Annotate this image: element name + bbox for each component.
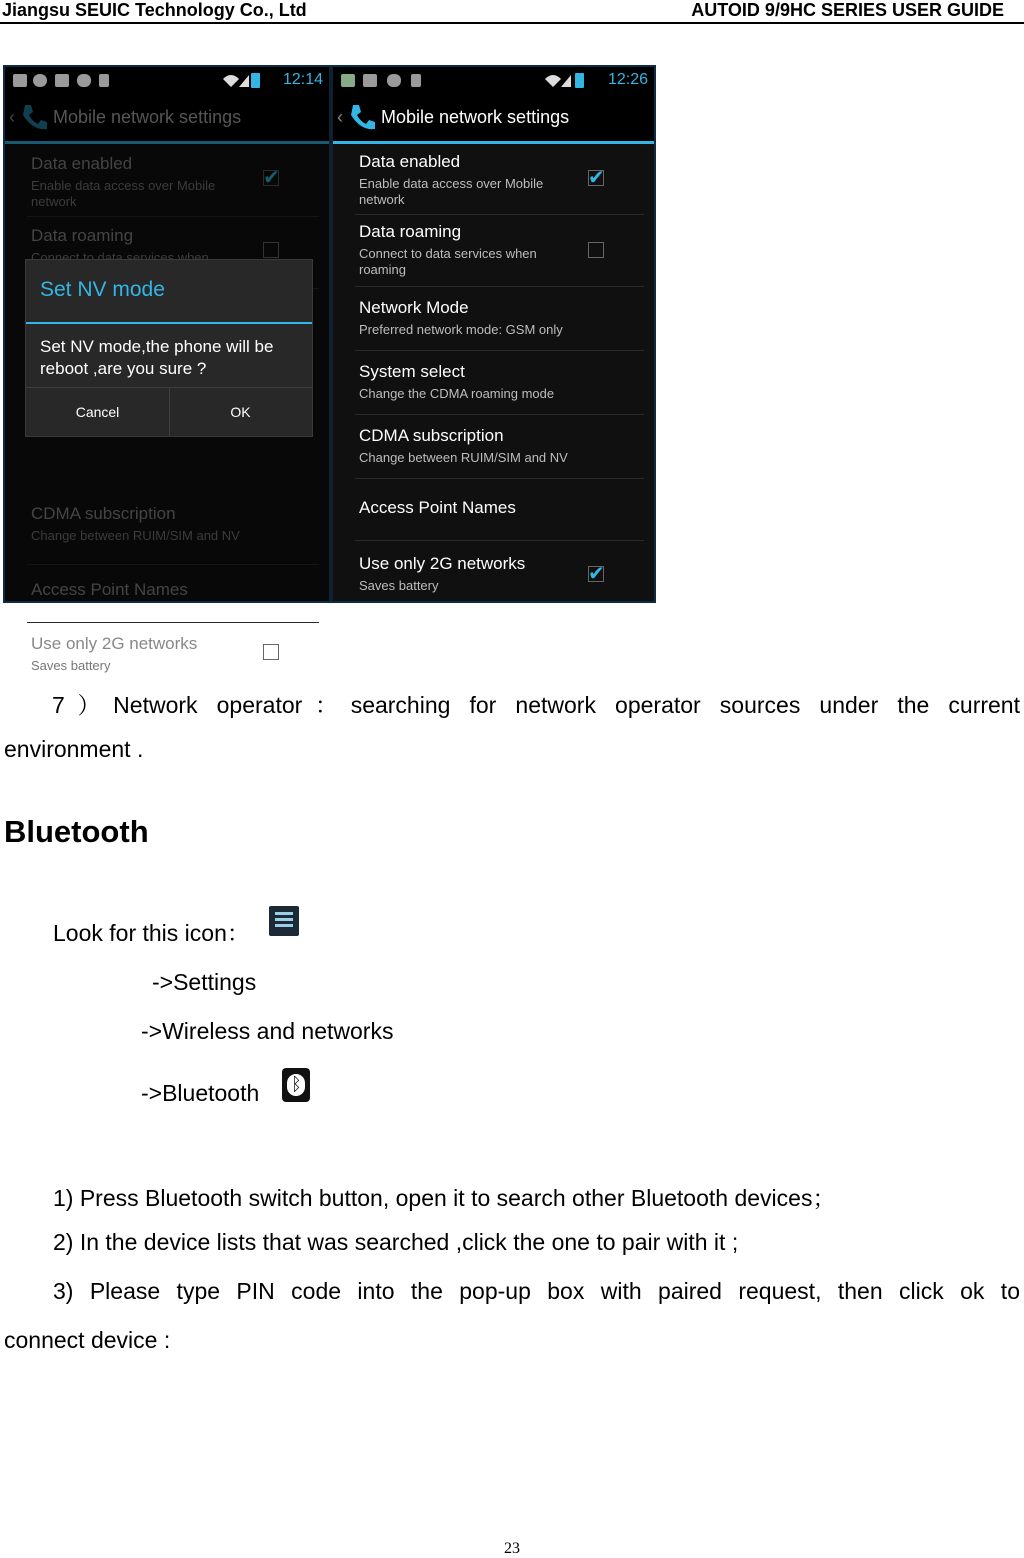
item-title: Data roaming <box>359 222 462 241</box>
item-title: Network Mode <box>359 298 469 317</box>
android-icon <box>387 74 401 87</box>
barcode-icon <box>55 74 69 87</box>
bluetooth-icon <box>282 1068 310 1102</box>
action-bar-title: Mobile network settings <box>381 107 570 127</box>
network-operator-text: 7）Network operator：searching for network operator sources under the current <box>52 692 1020 718</box>
item-title: Data enabled <box>359 152 461 171</box>
item-summary: Saves battery <box>31 658 111 673</box>
list-item[interactable] <box>355 350 644 415</box>
checkbox-icon[interactable] <box>588 242 604 258</box>
item-title: Use only 2G networks <box>31 634 198 653</box>
path-bluetooth: ->Bluetooth <box>141 1080 260 1106</box>
look-for-icon-text: Look for this icon： <box>53 920 250 946</box>
item-summary: Connect to data services when roaming <box>359 246 537 277</box>
path-wireless: ->Wireless and networks <box>141 1018 394 1044</box>
path-settings: ->Settings <box>152 969 257 995</box>
item-summary: Saves battery <box>359 578 439 593</box>
network-operator-text-cont: environment . <box>4 736 144 762</box>
item-title: CDMA subscription <box>359 426 504 445</box>
item-summary: Enable data access over Mobile network <box>359 176 544 207</box>
battery-icon <box>251 73 260 88</box>
phone-screenshot-right <box>333 67 654 601</box>
wifi-hotspot-icon <box>33 74 47 87</box>
status-bar <box>5 67 329 95</box>
item-summary: Preferred network mode: GSM only <box>359 322 563 337</box>
ok-button[interactable]: OK <box>230 404 251 420</box>
item-summary: Change the CDMA roaming mode <box>359 386 555 401</box>
notification-icon <box>341 74 355 87</box>
checkbox-checked-icon[interactable] <box>588 170 604 186</box>
list-item[interactable] <box>355 144 644 215</box>
step-2: 2) In the device lists that was searched ,click the one to pair with it ; <box>53 1229 739 1255</box>
screenshot-pair <box>3 65 656 673</box>
status-time: 12:14 <box>282 71 323 88</box>
usb-icon <box>99 74 109 87</box>
list-item[interactable] <box>27 622 319 682</box>
item-title: Access Point Names <box>359 498 516 517</box>
battery-icon <box>575 73 584 88</box>
phone-screenshot-left <box>5 67 329 673</box>
settings-app-icon <box>269 906 299 936</box>
page-header <box>0 0 1024 24</box>
dialog-divider <box>26 322 312 324</box>
step-3: 3) Please type PIN code into the pop-up box with paired request, then click ok to <box>53 1278 1020 1304</box>
android-icon <box>77 74 91 87</box>
item-title: System select <box>359 362 465 381</box>
usb-icon <box>411 74 421 87</box>
list-item[interactable] <box>355 478 644 541</box>
list-item[interactable] <box>355 286 644 351</box>
back-chevron-icon[interactable]: ‹ <box>337 107 343 127</box>
step-1: 1) Press Bluetooth switch button, open it to search other Bluetooth devices； <box>53 1185 836 1211</box>
status-bar <box>333 67 654 95</box>
phone-icon <box>349 103 375 131</box>
item-summary: Change between RUIM/SIM and NV <box>359 450 568 465</box>
dialog-title: Set NV mode <box>40 278 165 301</box>
page-number: 23 <box>504 1540 520 1557</box>
notification-icon <box>13 74 27 87</box>
company-name: Jiangsu SEUIC Technology Co., Ltd <box>2 0 307 20</box>
signal-icon <box>223 73 249 87</box>
dialog-buttons <box>26 387 312 436</box>
step-3-cont: connect device : <box>4 1327 171 1353</box>
item-title: Use only 2G networks <box>359 554 526 573</box>
set-nv-mode-dialog <box>25 259 313 437</box>
action-bar <box>333 95 654 144</box>
cancel-button[interactable]: Cancel <box>26 388 170 436</box>
guide-title: AUTOID 9/9HC SERIES USER GUIDE <box>691 0 1004 20</box>
dialog-message: Set NV mode,the phone will be reboot ,are you sure ? <box>40 337 274 378</box>
settings-list <box>333 144 654 601</box>
list-item[interactable] <box>355 414 644 479</box>
barcode-icon <box>363 74 377 87</box>
list-item[interactable] <box>355 540 644 600</box>
bluetooth-heading: Bluetooth <box>4 814 149 849</box>
checkbox-icon[interactable] <box>263 644 279 660</box>
status-time: 12:26 <box>607 71 648 88</box>
signal-icon <box>545 73 571 87</box>
list-item[interactable] <box>355 214 644 287</box>
checkbox-checked-icon[interactable] <box>588 566 604 582</box>
